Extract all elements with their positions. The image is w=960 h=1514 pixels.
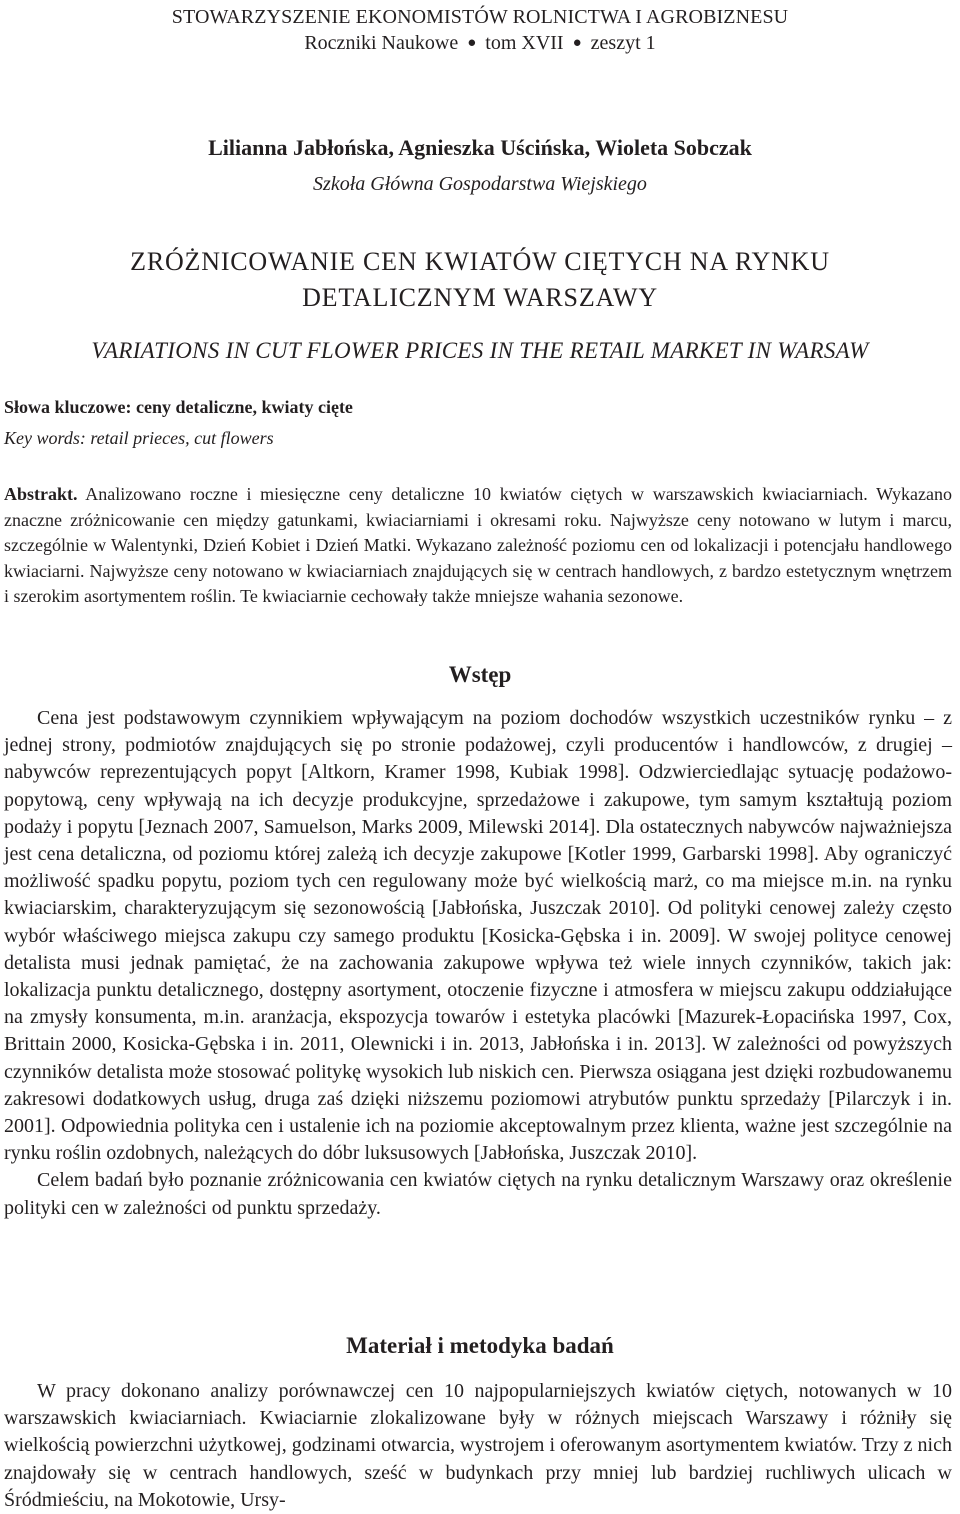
affiliation: Szkoła Główna Gospodarstwa Wiejskiego xyxy=(313,173,647,195)
bullet-separator: ● xyxy=(467,35,477,51)
bullet-separator: ● xyxy=(572,35,582,51)
authors: Lilianna Jabłońska, Agnieszka Uścińska, Wioleta Sobczak xyxy=(208,135,752,160)
journal-volume: tom XVII xyxy=(485,32,564,54)
section-body-intro xyxy=(4,705,952,1222)
abstract-label: Abstrakt. xyxy=(4,484,78,504)
section-body-method xyxy=(4,1378,952,1514)
keywords-polish: Słowa kluczowe: ceny detaliczne, kwiaty cięte xyxy=(4,397,353,417)
keywords-english: Key words: retail prieces, cut flowers xyxy=(4,428,274,448)
paragraph: W pracy dokonano analizy porównawczej cen 10 najpopularniejszych kwiatów ciętych, notowanych w 10 warszawskich kwiaciarniach. Kwiaciarnie zlokalizowane były w różnych miejscach Warszawy i różniły się wielkością powierzchni użytkowej, godzinami otwarcia, wystrojem i oferowanym asortymentem kwiatów. Trzy z nich znajdowały się w centrach handlowych, sześć w budynkach przy mniej lub bardziej ruchliwych ulicach w Śródmieściu, na Mokotowie, Ursy- xyxy=(4,1380,952,1511)
society-name: STOWARZYSZENIE EKONOMISTÓW ROLNICTWA I AGROBIZNESU xyxy=(171,6,789,28)
paragraph: Celem badań było poznanie zróżnicowania cen kwiatów ciętych na rynku detalicznym Warszawy oraz określenie polityki cen w zależności od punktu sprzedaży. xyxy=(4,1169,952,1219)
journal-name: Roczniki Naukowe xyxy=(304,32,459,54)
paragraph: Cena jest podstawowym czynnikiem wpływającym na poziom dochodów wszystkich uczestników rynku – z jednej strony, podmiotów znajdujących się po stronie podażowej, czyli producentów i handlowców, z drugiej – nabywców reprezentujących popyt [Altkorn, Kramer 1998, Kubiak 1998]. Odzwierciedlając sytuację podażowo-popytową, ceny wpływają na ich decyzje produkcyjne, sprzedażowe i zakupowe, tym samym kształtują poziom podaży i popytu [Jeznach 2007, Samuelson, Marks 2009, Milewski 2014]. Dla ostatecznych nabywców najważniejsza jest cena detaliczna, od poziomu której zależą ich decyzje zakupowe [Kotler 1999, Garbarski 1998]. Aby ograniczyć możliwość spadku popytu, poziom tych cen regulowany może być wielkością marż, co ma miejsce m.in. na rynku kwiaciarskim, charakteryzującym się sezonowością [Jabłońska, Juszczak 2010]. Od polityki cenowej zależy często wybór właściwego miejsca zakupu czy samego produktu [Kosicka-Gębska i in. 2009]. W swojej polityce cenowej detalista musi jednak pamiętać, że na zachowania zakupowe wpływa też wiele innych czynników, takich jak: lokalizacja punktu detalicznego, dostępny asortyment, otoczenie fizyczne i atmosfera w miejscu zakupu oddziałujące na zmysły konsumenta, m.in. aranżacja, ekspozycja towarów i estetyka placówki [Mazurek-Łopacińska 1997, Cox, Brittain 2000, Kosicka-Gębska i in. 2011, Olewnicki i in. 2013, Jabłońska i in. 2013]. W zależności od powyższych czynników detalista może stosować politykę wysokich lub niskich cen. Pierwsza osiągana jest dzięki rozbudowanemu zakresowi dodatkowych usług, druga zaś dzięki niższemu poziomowi atrybutów punktu sprzedaży [Pilarczyk i in. 2001]. Odpowiednia polityka cen i ustalenie ich na poziomie akceptowalnym przez klienta, ważne jest szczególnie na rynku roślin ozdobnych, należących do dóbr luksusowych [Jabłońska, Juszczak 2010]. xyxy=(4,707,952,1165)
abstract xyxy=(4,482,952,610)
title-polish-line-1: ZRÓŻNICOWANIE CEN KWIATÓW CIĘTYCH NA RYNKU xyxy=(130,247,830,276)
journal-issue: zeszyt 1 xyxy=(590,32,656,54)
section-title-intro: Wstęp xyxy=(448,662,512,687)
abstract-text: Analizowano roczne i miesięczne ceny detaliczne 10 kwiatów ciętych w warszawskich kwiaciarniach. Wykazano znaczne zróżnicowanie cen między gatunkami, kwiaciarniami i okresami roku. Najwyższe ceny notowano w lutym i marcu, szczególnie w Walentynki, Dzień Kobiet i Dzień Matki. Wykazano zależność poziomu cen od lokalizacji i potencjału handlowego kwiaciarni. Najwyższe ceny notowano w kwiaciarniach znajdujących się w centrach handlowych, z bardzo estetycznym wnętrzem i szerokim asortymentem roślin. Te kwiaciarnie cechowały także mniejsze wahania sezonowe. xyxy=(4,484,952,607)
section-title-method: Materiał i metodyka badań xyxy=(346,1333,614,1358)
title-polish xyxy=(0,244,960,316)
journal-series xyxy=(0,28,960,58)
title-english: VARIATIONS IN CUT FLOWER PRICES IN THE RETAIL MARKET IN WARSAW xyxy=(91,338,869,363)
title-polish-line-2: DETALICZNYM WARSZAWY xyxy=(302,283,658,312)
